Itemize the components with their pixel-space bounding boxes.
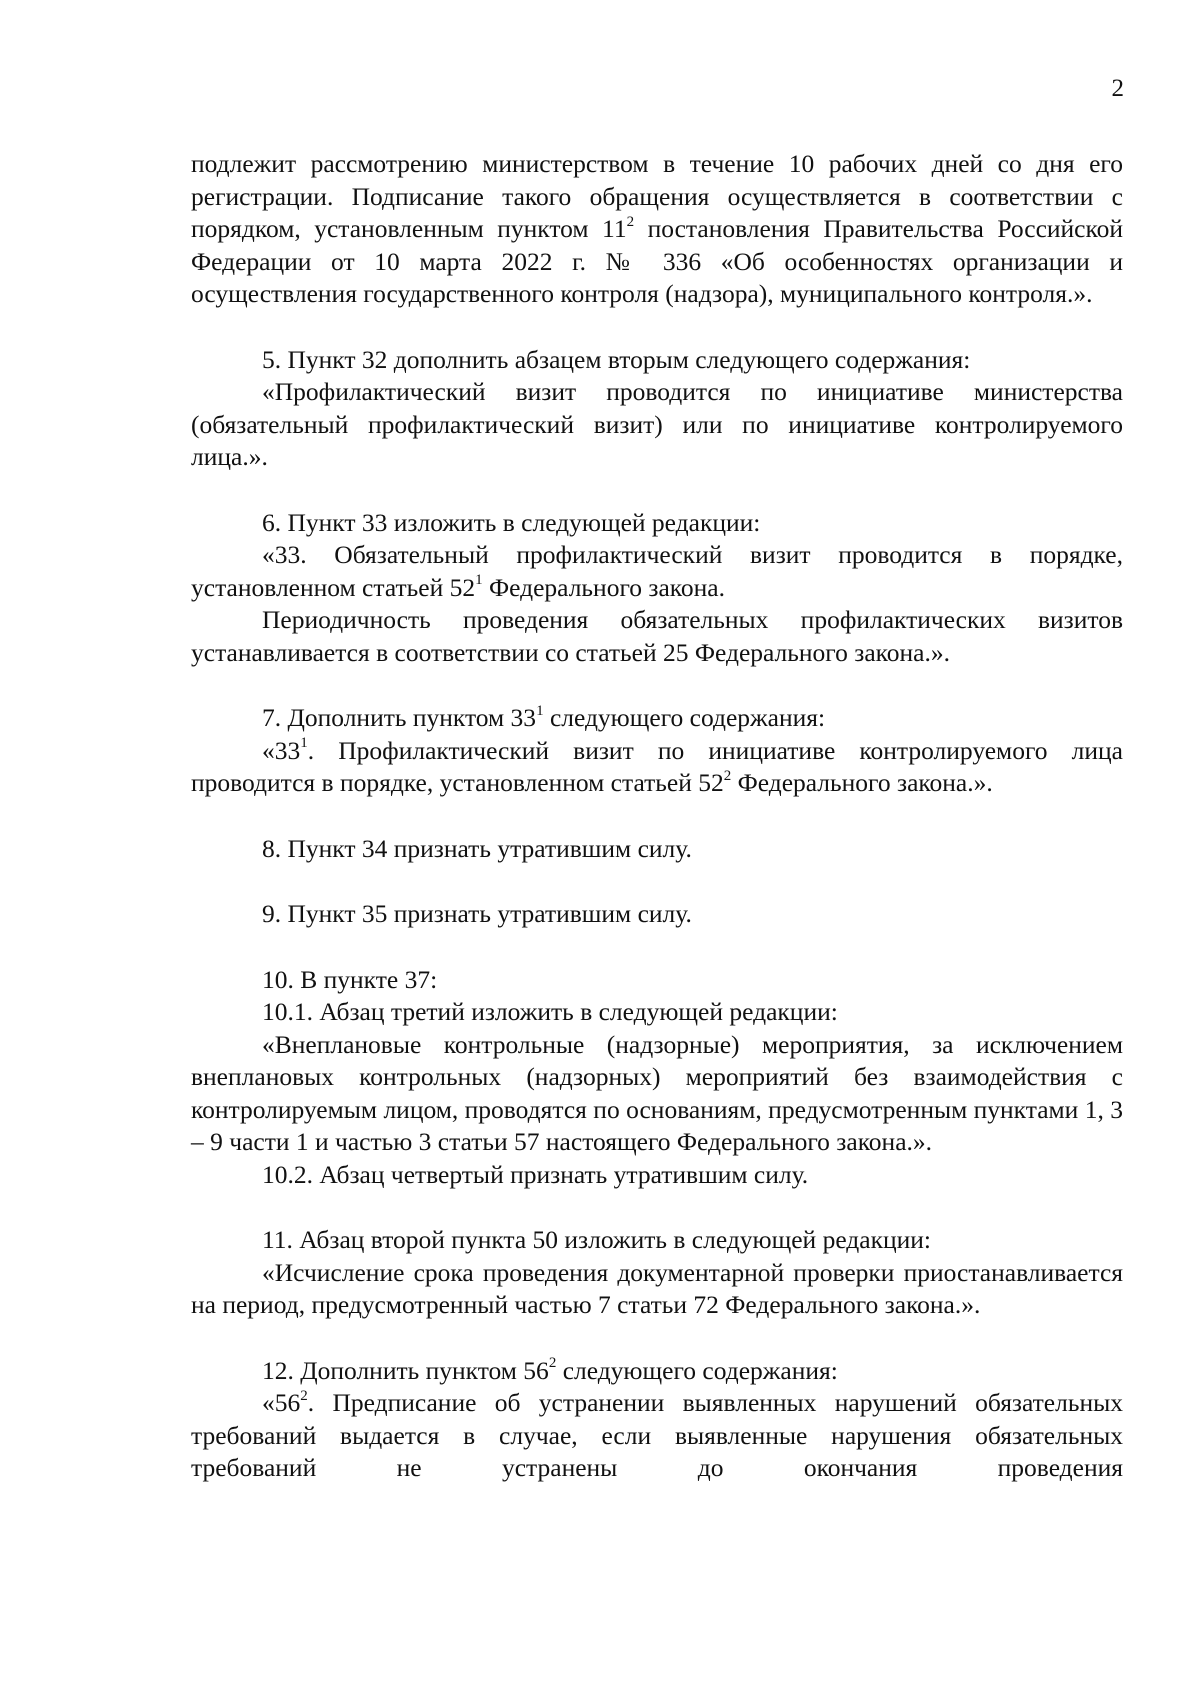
- paragraph-item-12-text: «$56^2$. Предписание об устранении выявленных нарушений обязательных требований выдается в случае, если выявленные нарушения обязательных требований не устранены до окончания проведения: [191, 1387, 1123, 1482]
- paragraph-item-12-heading: 12. Дополнить пунктом $56^2$ следующего содержания:: [262, 1355, 838, 1385]
- paragraph-item-10-2: 10.2. Абзац четвертый признать утратившим силу.: [262, 1159, 809, 1189]
- paragraph-continuation: подлежит рассмотрению министерством в течение 10 рабочих дней со дня его регистрации. Подписание такого обращения осуществляется в соответствии с порядком, установленным пунктом $11^2$ постановления Правительства Российской Федерации от 10 марта 2022 г. № 336 «Об особенностях организации и осуществления государственного контроля (надзора), муниципального контроля.».: [191, 149, 1123, 308]
- paragraph-item-5-heading: 5. Пункт 32 дополнить абзацем вторым следующего содержания:: [262, 344, 971, 374]
- paragraph-item-10-1-text: «Внеплановые контрольные (надзорные) мероприятия, за исключением внеплановых контрольных (надзорных) мероприятий без взаимодействия с контролируемым лицом, проводятся по основаниям, предусмотренным пунктами 1, 3 – 9 части 1 и частью 3 статьи 57 настоящего Федерального закона.».: [191, 1029, 1123, 1156]
- paragraph-item-9: 9. Пункт 35 признать утратившим силу.: [262, 899, 692, 928]
- paragraph-item-11-text: «Исчисление срока проведения документарной проверки приостанавливается на период, предусмотренный частью 7 статьи 72 Федерального закона.».: [191, 1257, 1123, 1319]
- paragraph-item-7-text: «$33^1$. Профилактический визит по инициативе контролируемого лица проводится в порядке, установленном статьей $52^2$ Федерального закона.».: [191, 735, 1123, 797]
- paragraph-item-8: 8. Пункт 34 признать утратившим силу.: [262, 833, 692, 863]
- paragraph-item-10-heading: 10. В пункте 37:: [262, 964, 438, 994]
- paragraph-item-5-text: «Профилактический визит проводится по инициативе министерства (обязательный профилактический визит) или по инициативе контролируемого лица.».: [191, 377, 1123, 471]
- paragraph-item-6-text-2: Периодичность проведения обязательных профилактических визитов устанавливается в соответствии со статьей 25 Федерального закона.».: [191, 605, 1123, 667]
- paragraph-item-11-heading: 11. Абзац второй пункта 50 изложить в следующей редакции:: [262, 1225, 932, 1254]
- paragraph-item-7-heading: 7. Дополнить пунктом $33^1$ следующего содержания:: [262, 702, 826, 732]
- paragraph-item-10-1-heading: 10.1. Абзац третий изложить в следующей редакции:: [262, 997, 838, 1026]
- page-number: 2: [1111, 75, 1124, 102]
- document-body: [191, 148, 1123, 1485]
- paragraph-item-6-heading: 6. Пункт 33 изложить в следующей редакции:: [262, 507, 761, 537]
- paragraph-item-6-text: «33. Обязательный профилактический визит проводится в порядке, установленном статьей $52^1$ Федерального закона.: [191, 540, 1123, 602]
